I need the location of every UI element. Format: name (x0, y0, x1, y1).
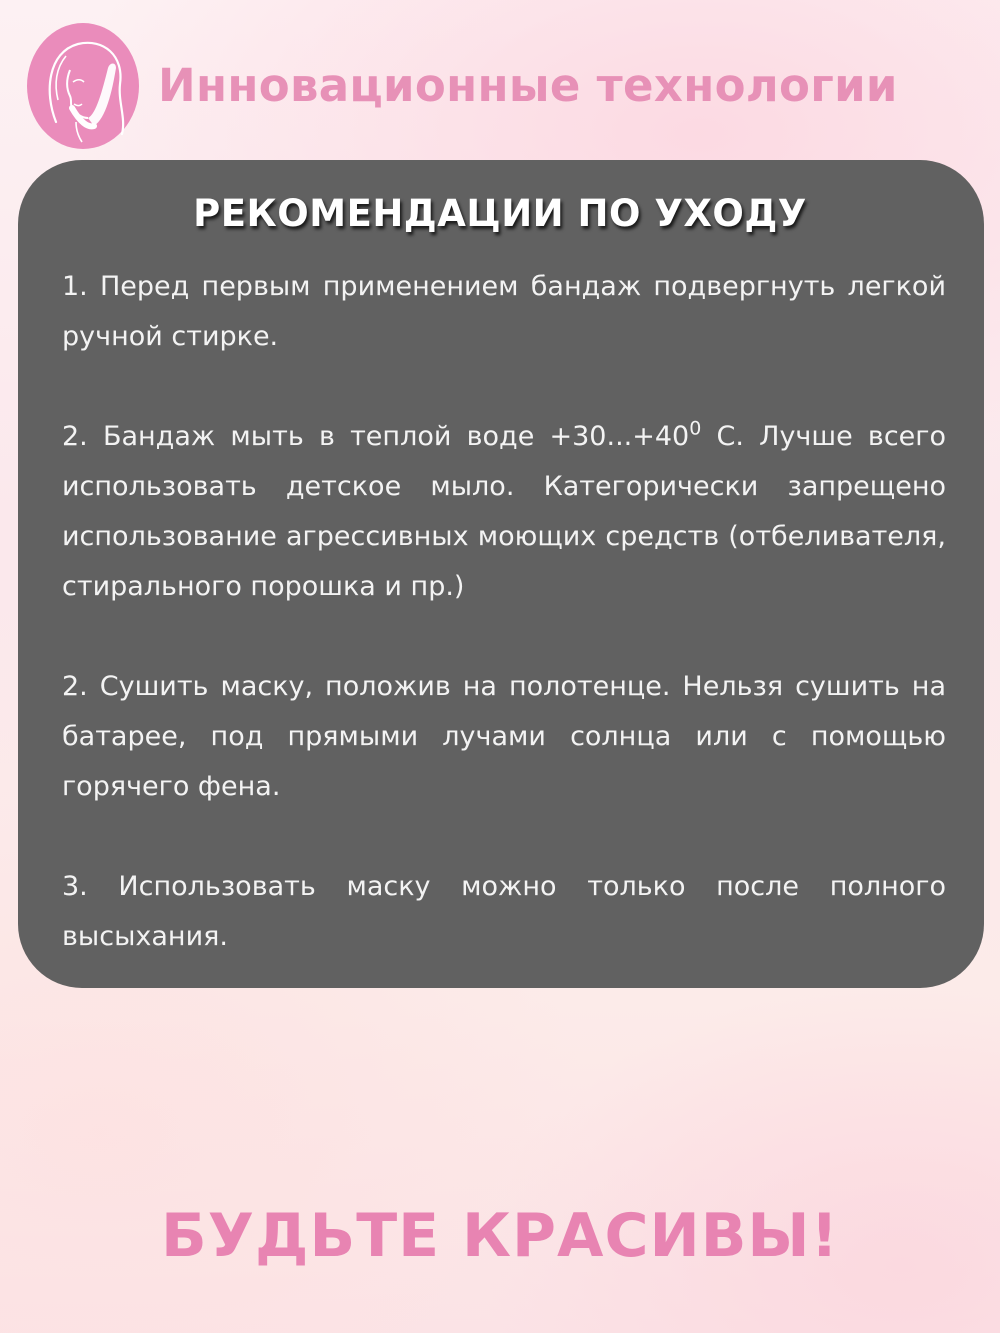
brand-title: Инновационные технологии (158, 59, 898, 112)
care-step-3-text: 3. Использовать маску можно только после полного высыхания. (62, 871, 946, 952)
degree-superscript: 0 (689, 417, 702, 440)
care-step-3 (62, 862, 946, 962)
care-step-2-drying (62, 662, 946, 812)
care-step-1-text: 1. Перед первым применением бандаж подвергнуть легкой ручной стирке. (62, 271, 946, 352)
care-step-1 (62, 262, 946, 362)
care-card-title: РЕКОМЕНДАЦИИ ПО УХОДУ (193, 192, 807, 235)
care-step-2-text-end: С. Лучше всего использовать детское мыло. Категорически запрещено использование агрессивных моющих средств (отбеливателя, стирального порошка и пр.) (62, 421, 946, 602)
woman-face-bandage-icon (26, 22, 140, 150)
slogan: БУДЬТЕ КРАСИВЫ! (161, 1201, 839, 1271)
care-step-drying-text: 2. Сушить маску, положив на полотенце. Нельзя сушить на батарее, под прямыми лучами солнца или с помощью горячего фена. (62, 671, 946, 802)
care-step-2-washing (62, 412, 946, 612)
care-step-2-text-start: 2. Бандаж мыть в теплой воде +30...+40 (62, 421, 690, 452)
